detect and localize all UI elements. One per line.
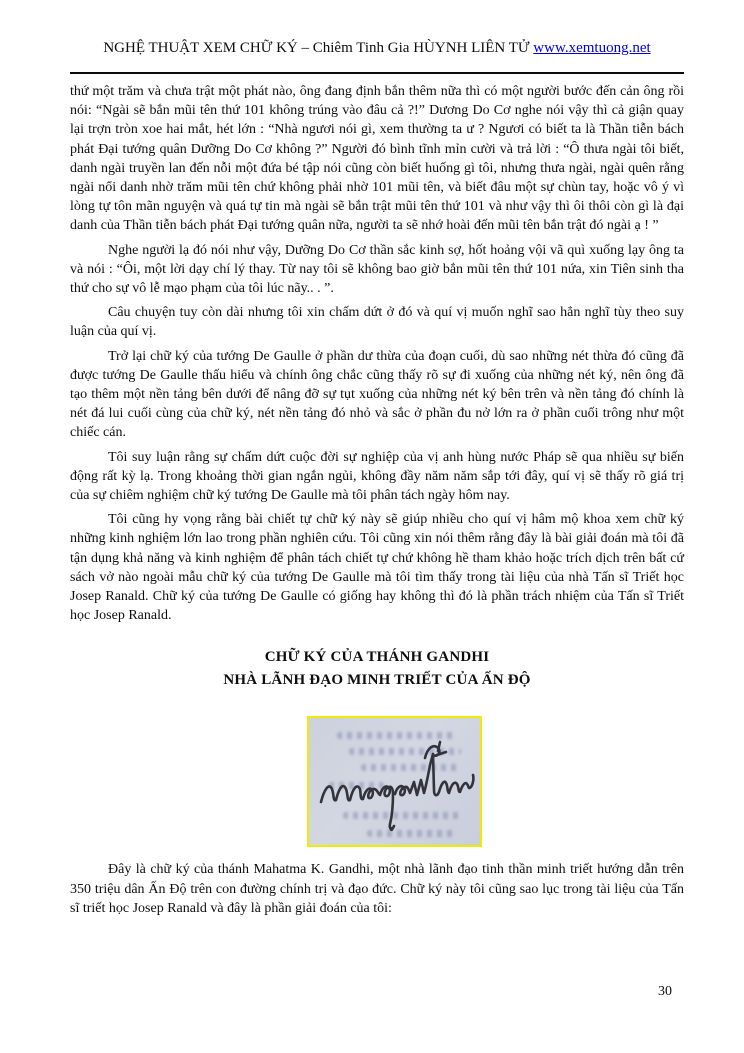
section-heading-line1: CHỮ KÝ CỦA THÁNH GANDHI	[264, 649, 490, 666]
paragraph: Câu chuyện tuy còn dài nhưng tôi xin chấm dứt ở đó và quí vị muốn nghĩ sao hẳn nghĩ tùy theo suy luận của quí vị.	[70, 305, 684, 340]
section-heading-line2: NHÀ LÃNH ĐẠO MINH TRIẾT CỦA ẤN ĐỘ	[223, 672, 531, 689]
page-header	[70, 38, 684, 58]
document-body	[70, 82, 684, 918]
paragraph: Trở lại chữ ký của tướng De Gaulle ở phần dư thừa của đoạn cuối, dù sao những nét thừa đó cũng đã được tướng De Gaulle thấu hiểu và chính ông chắc cũng thấy rõ sự đi xuống của những nét ký, nên ông đã tạo thêm một nền tảng bên dưới để nâng đỡ sự tụt xuống của những nét ký bên trên và nền tảng đó chính là nét đá lui cuối cùng của chữ ký, nét nền tảng đó nhỏ và sắc ở phần đu nở lớn ra ở phần cuối trông như một chiếc cán.	[70, 348, 684, 441]
paragraph: Tôi cũng hy vọng rằng bài chiết tự chữ ký này sẽ giúp nhiều cho quí vị hâm mộ khoa xem chữ ký những kinh nghiệm lớn lao trong phần nghiên cứu. Tôi cũng xin nói thêm rằng đây là bài giải đoán mà tôi đã tận dụng khả năng và kinh nghiệm để phân tách chiết tự chứ không hề tham khảo hoặc trích dịch trên bất cứ sách vở nào ngoài mẫu chữ ký của tướng De Gaulle mà tôi tìm thấy trong tài liệu của nhà Tấn sĩ Triết học Josep Ranald. Chữ ký của tướng De Gaulle có giống hay không thì đó là phần trách nhiệm của Tấn sĩ Triết học Josep Ranald.	[70, 512, 684, 624]
paragraph: Nghe người lạ đó nói như vậy, Dưỡng Do Cơ thần sắc kinh sợ, hốt hoảng vội vã quì xuống lạy ông ta và nói : “Ôi, một lời dạy chí lý thay. Từ nay tôi sẽ không bao giờ bắn mũi tên thứ 101 nứa, xin Tiên sinh tha thứ cho sự vô lễ mạo phạm của tôi lúc nãy.. . ”.	[70, 242, 684, 297]
gandhi-signature-image	[307, 716, 482, 847]
header-title: NGHỆ THUẬT XEM CHỮ KÝ – Chiêm Tinh Gia HÙYNH LIÊN TỬ	[103, 40, 530, 56]
signature-strokes	[309, 718, 480, 845]
page-number: 30	[658, 984, 672, 999]
paragraph: Đây là chữ ký của thánh Mahatma K. Gandhi, một nhà lãnh đạo tinh thần minh triết hướng dẫn trên 350 triệu dân Ấn Độ trên con đường chính trị và đạo đức. Chữ ký này tôi cũng sao lục trong tài liệu của Tấn sĩ triết học Josep Ranald và đây là phần giải đoán của tôi:	[70, 862, 684, 916]
section-heading	[70, 646, 684, 692]
paragraph: Tôi suy luận rằng sự chấm dứt cuộc đời sự nghiệp của vị anh hùng nước Pháp sẽ qua nhiều sự biến động rất kỳ lạ. Trong khoảng thời gian ngắn ngủi, không đầy năm năm sắp tới đây, quí vị sẽ thấy rõ giá trị của sự chiêm nghiệm chữ ký tướng De Gaulle mà tôi phân tách ngày hôm nay.	[70, 449, 684, 504]
header-divider	[70, 72, 684, 74]
paragraph: thứ một trăm và chưa trật một phát nào, ông đang định bắn thêm nữa thì có một người bước đến cản ông rồi nói: “Ngài sẽ bắn mũi tên thứ 101 không trúng vào đâu cả ?!” Dương Do Cơ nghe nói vậy thì cả giận quay lại trợn tròn xoe hai mắt, hét lớn : “Nhà ngươi nói gì, xem thường ta ư ? Ngươi có biết ta là Thần tiễn bách phát Đại tướng quân Dưỡng Do Cơ không ?” Người đó bình tĩnh mỉn cười và trả lời : “Ô thưa ngài tôi biết, danh ngài truyền lan đến nỗi một đứa bé tập nói cũng còn biết huống gì tôi, nhưng thưa ngài, ngài quên rằng ngài nổi danh nhờ trăm mũi tên chứ không phải nhờ 101 mũi tên, và biết đâu một sự chùn tay, hoặc vô ý vì lòng tự tôn mãn nguyện và quá tự tin mà ngài sẽ bắn trật mũi tên thứ 101 và như vậy thì ôi thôi còn gì là đại danh của Thần tiễn bách phát Đại tướng quân nữa, người ta sẽ nhớ hoài đến mũi tên bắn trật đó ngài ạ ! ”	[70, 84, 684, 234]
header-link[interactable]: www.xemtuong.net	[533, 40, 651, 56]
